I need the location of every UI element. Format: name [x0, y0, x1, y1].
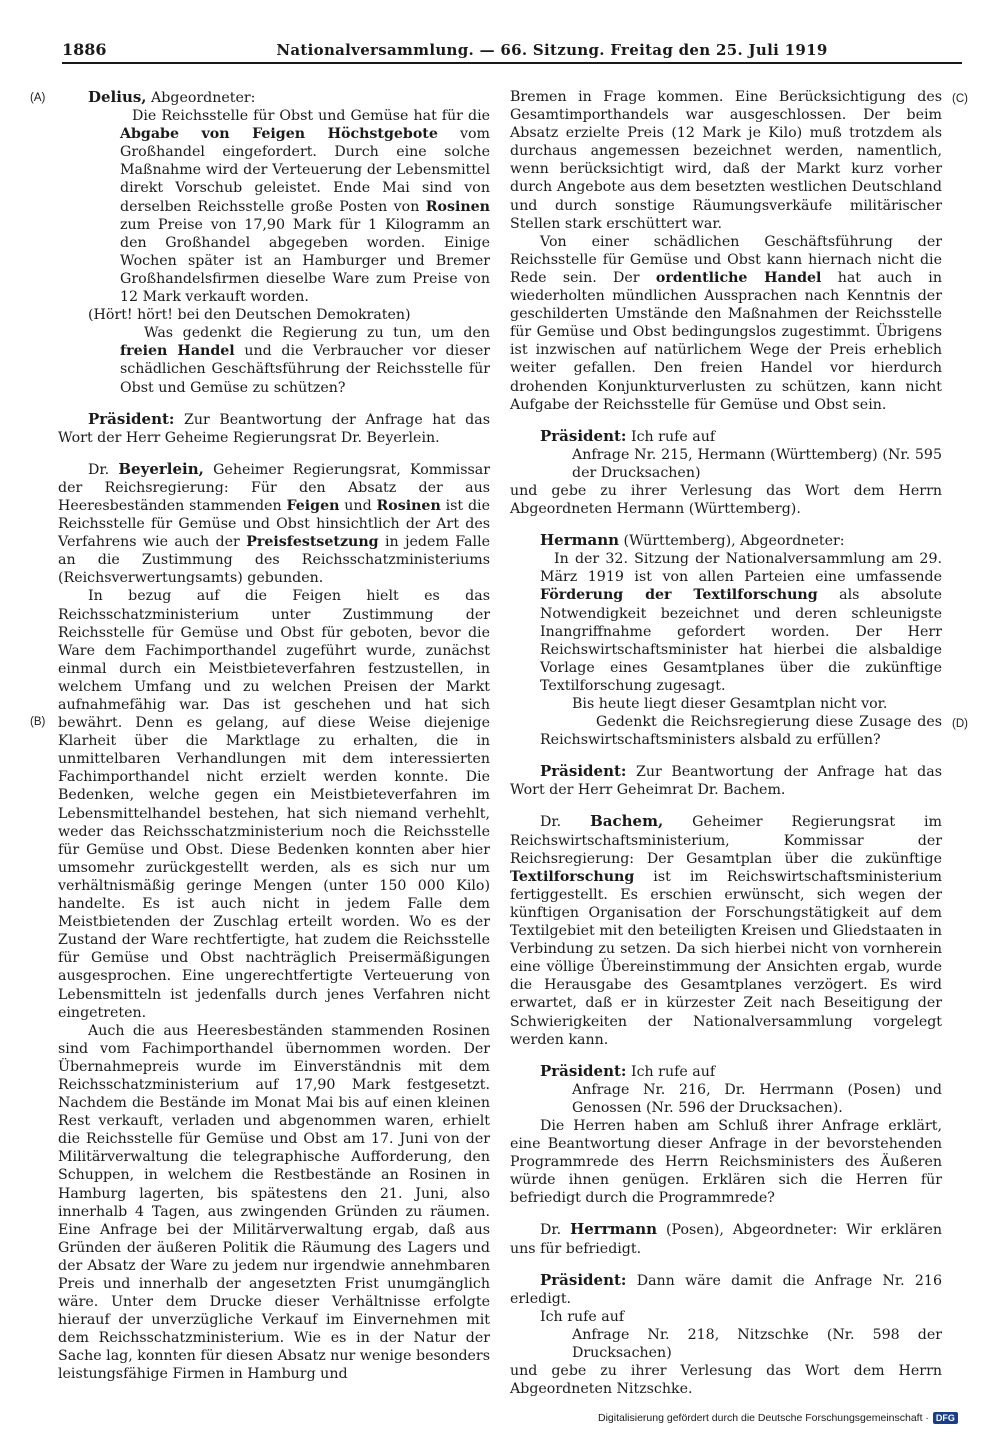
paragraph: In bezug auf die Feigen hielt es das Reichsschatzministerium unter Zustimmung der Reichsstelle für Gemüse und Obst für geboten, bevor die Ware dem Fachimporthandel zugeführt wurde, zunächst einmal durch ein Meistbieteverfahren festzustellen, in welchem Umfang und zu welchen Preisen der Markt aufnahmefähig war. Das ist geschehen und hat sich bewährt. Denn es gelang, auf diese Weise diejenige Klarheit über die Marktlage zu erhalten, die in unmittelbaren Verhandlungen mit dem interessierten Fachimporthandel nicht erzielt werden konnte. Die Bedenken, welche gegen ein Meistbieteverfahren im Lebensmittelhandel bestehen, hat sich niemand verhehlt, weder das Reichsschatzministerium noch die Reichsstelle für Gemüse und Obst. Diese Bedenken konnten aber hier umsomehr zurückgestellt werden, als es sich nur um verhältnismäßig geringe Mengen (unter 150 000 Kilo) handelte. Es ist auch nicht in jedem Falle dem Meistbietenden der Zuschlag erteilt worden. Wo es der Zustand der Ware rechtfertigte, hat zudem die Reichsstelle für Gemüse und Obst nachträglich Preisermäßigungen ausgesprochen. Eine ungerechtfertigte Verteuerung von Lebensmitteln ist jedenfalls durch jenes Verfahren nicht eingetreten.: [58, 588, 490, 1021]
paragraph: Die Herren haben am Schluß ihrer Anfrage erklärt, eine Beantwortung dieser Anfrage in der bevorstehenden Programmrede des Herrn Reichsministers des Äußeren würde ihnen genügen. Erklären sich die Herren für befriedigt durch die Programmrede?: [510, 1117, 942, 1207]
footer-text: Digitalisierung gefördert durch die Deutsche Forschungsgemeinschaft ·: [598, 1412, 929, 1424]
speaker-name: Hermann: [540, 531, 620, 550]
speaker-name: Beyerlein,: [118, 459, 204, 478]
paragraph: Auch die aus Heeresbeständen stammenden Rosinen sind vom Fachimporthandel übernommen worden. Der Übernahmepreis wurde im Einverständnis mit dem Reichsschatzministerium auf 17,90 Mark festgesetzt. Nachdem die Bestände im Monat Mai bis auf einen kleinen Rest verkauft, verladen und abgenommen waren, erhielt die Reichsstelle für Gemüse und Obst am 17. Juni von der Militärverwaltung die telegraphische Aufforderung, den Schuppen, in welchem die Restbestände an Rosinen in Hamburg lagerten, bis spätestens den 21. Juni, also innerhalb 4 Tagen, aus zwingenden Gründen zu räumen. Eine Anfrage bei der Militärverwaltung ergab, daß aus Gründen der äußeren Politik die Räumung des Lagers und der Absatz der Ware zu jedem nur irgendwie annehmbaren Preis und innerhalb der angesetzten Frist unumgänglich wäre. Unter dem Drucke dieser Verhältnisse erfolgte hierauf der unverzügliche Verkauf im Einvernehmen mit dem Reichsschatzministerium. Wie es in der Natur der Sache lag, konnten für diesen Absatz nur wenige besonders leistungsfähige Firmen in Hamburg und: [58, 1022, 490, 1383]
paragraph-president: Präsident: Ich rufe auf: [540, 1061, 716, 1080]
inquiry-reference: Anfrage Nr. 218, Nitzschke (Nr. 598 der Drucksachen): [572, 1326, 942, 1361]
speaker-name: Präsident:: [88, 409, 175, 428]
inquiry-reference: Anfrage Nr. 215, Hermann (Württemberg) (Nr. 595 der Drucksachen): [572, 446, 942, 481]
speaker-name: Präsident:: [540, 1270, 627, 1289]
speaker-name: Präsident:: [540, 1061, 627, 1080]
paragraph-president: Präsident: Dann wäre damit die Anfrage Nr. 216 erledigt.: [510, 1270, 942, 1307]
paragraph: Von einer schädlichen Geschäftsführung der Reichsstelle für Gemüse und Obst kann hiernach nicht die Rede sein. Der ordentliche Handel hat auch in wiederholten mündlichen Aussprachen nach Kenntnis der geschilderten Umstände den Maßnahmen der Reichsstelle für Gemüse und Obst bedingungslos zugestimmt. Übrigens ist inzwischen auf natürlichem Wege der Preis erheblich weiter gefallen. Den freien Handel vor hierdurch drohenden Konjunkturverlusten zu schützen, kann nicht Aufgabe der Reichsstelle für Gemüse und Obst sein.: [510, 233, 942, 413]
paragraph: In der 32. Sitzung der Nationalversammlung am 29. März 1919 ist von allen Parteien eine umfassende Förderung der Textilforschung als absolute Notwendigkeit bezeichnet und deren schleunigste Inangriffnahme gefordert worden. Der Herr Reichswirtschaftsminister hat hierbei die alsbaldige Vorlage eines Gesamtplanes über die zukünftige Textilforschung zugesagt.: [540, 551, 942, 694]
paragraph: Gedenkt die Reichsregierung diese Zusage des Reichswirtschaftsministers alsbald zu erfüllen?: [540, 714, 942, 749]
paragraph: Die Reichsstelle für Obst und Gemüse hat für die Abgabe von Feigen Höchstgebote vom Großhandel eingefordert. Durch eine solche Maßnahme wird der Verteuerung der Lebensmittel direkt Vorschub geleistet. Ende Mai sind von derselben Reichsstelle große Posten von Rosinen zum Preise von 17,90 Mark für 1 Kilogramm an den Großhandel abgegeben worden. Einige Wochen später ist an Hamburger und Bremer Großhandelsfirmen dieselbe Ware zum Preise von 12 Mark verkauft worden.: [120, 108, 490, 306]
paragraph: Bremen in Frage kommen. Eine Berücksichtigung des Gesamtimporthandels war ausgeschlossen. Der beim Absatz erzielte Preis (12 Mark je Kilo) muß trotzdem als durchaus angemessen bezeichnet werden, namentlich, wenn berücksichtigt wird, daß der Markt kurz vorher durch Angebote aus dem besetzten westlichen Deutschland und durch sonstige Räumungsverkäufe militärischer Stellen stark erschüttert war.: [510, 89, 942, 232]
speaker-name: Herrmann: [570, 1220, 658, 1239]
speaker-line-hermann: Hermann (Württemberg), Abgeordneter:: [540, 531, 845, 550]
footer-credit: [598, 1412, 958, 1424]
margin-marker-a: (A): [30, 92, 46, 104]
paragraph: und gebe zu ihrer Verlesung das Wort dem Herrn Abgeordneten Nitzschke.: [510, 1363, 942, 1398]
inquiry-reference: Anfrage Nr. 216, Dr. Herrmann (Posen) und Genossen (Nr. 596 der Drucksachen).: [572, 1081, 942, 1116]
margin-marker-c: (C): [952, 93, 968, 105]
margin-marker-d: (D): [952, 718, 968, 730]
paragraph: Was gedenkt die Regierung zu tun, um den freien Handel und die Verbraucher vor dieser schädlichen Geschäftsführung der Reichsstelle für Obst und Gemüse zu schützen?: [120, 325, 491, 396]
page-header: [62, 38, 962, 64]
paragraph-president: Präsident: Zur Beantwortung der Anfrage hat das Wort der Herr Geheimrat Dr. Bachem.: [510, 762, 942, 799]
running-head: Nationalversammlung. — 66. Sitzung. Freitag den 25. Juli 1919: [276, 41, 828, 59]
paragraph-president: Präsident: Zur Beantwortung der Anfrage hat das Wort der Herr Geheime Regierungsrat Dr. Beyerlein.: [58, 409, 490, 446]
paragraph-beyerlein: Dr. Beyerlein, Geheimer Regierungsrat, Kommissar der Reichsregierung: Für den Absatz der aus Heeresbeständen stammenden Feigen und Rosinen ist die Reichsstelle für Gemüse und Obst hinsichtlich der Art des Verfahrens wie auch der Preisfestsetzung in jedem Falle an die Zustimmung des Reichsschatzministeriums (Reichsverwertungsamts) gebunden.: [58, 459, 490, 587]
right-column: [510, 88, 942, 1398]
speaker-name: Bachem,: [590, 812, 664, 831]
margin-marker-b: (B): [30, 716, 46, 728]
speaker-name: Delius,: [88, 88, 147, 106]
paragraph: Bis heute liegt dieser Gesamtplan nicht vor.: [572, 696, 888, 712]
paragraph-bachem: Dr. Bachem, Geheimer Regierungsrat im Reichswirtschaftsministerium, Kommissar der Reichsregierung: Der Gesamtplan über die zukünftige Textilforschung ist im Reichswirtschaftsministerium fertiggestellt. Es erschien erwünscht, sich wegen der künftigen Organisation der Forschungstätigkeit auf dem Textilgebiet mit den beteiligten Kreisen und Gliedstaaten in Verbindung zu setzen. Da sich hierbei nicht von vornherein eine völlige Übereinstimmung der Ansichten ergab, wurde die Herausgabe des Gesamtplanes verzögert. Es wird erwartet, daß er in kürzester Zeit nach Beseitigung der Schwierigkeiten der Nationalversammlung vorgelegt werden kann.: [510, 812, 942, 1048]
paragraph: Ich rufe auf: [540, 1308, 625, 1325]
paragraph: und gebe zu ihrer Verlesung das Wort dem Herrn Abgeordneten Hermann (Württemberg).: [510, 482, 942, 518]
interjection: (Hört! hört! bei den Deutschen Demokraten): [88, 307, 411, 324]
paragraph-herrmann: Dr. Herrmann (Posen), Abgeordneter: Wir erklären uns für befriedigt.: [510, 1220, 942, 1257]
speaker-name: Präsident:: [540, 426, 627, 445]
speaker-name: Präsident:: [540, 762, 627, 781]
paragraph-president: Präsident: Ich rufe auf: [540, 426, 716, 445]
page-number: 1886: [62, 40, 107, 59]
speaker-line-delius: Delius, Abgeordneter:: [88, 88, 256, 106]
left-column: [58, 88, 490, 1384]
dfg-logo-icon: DFG: [933, 1412, 958, 1424]
